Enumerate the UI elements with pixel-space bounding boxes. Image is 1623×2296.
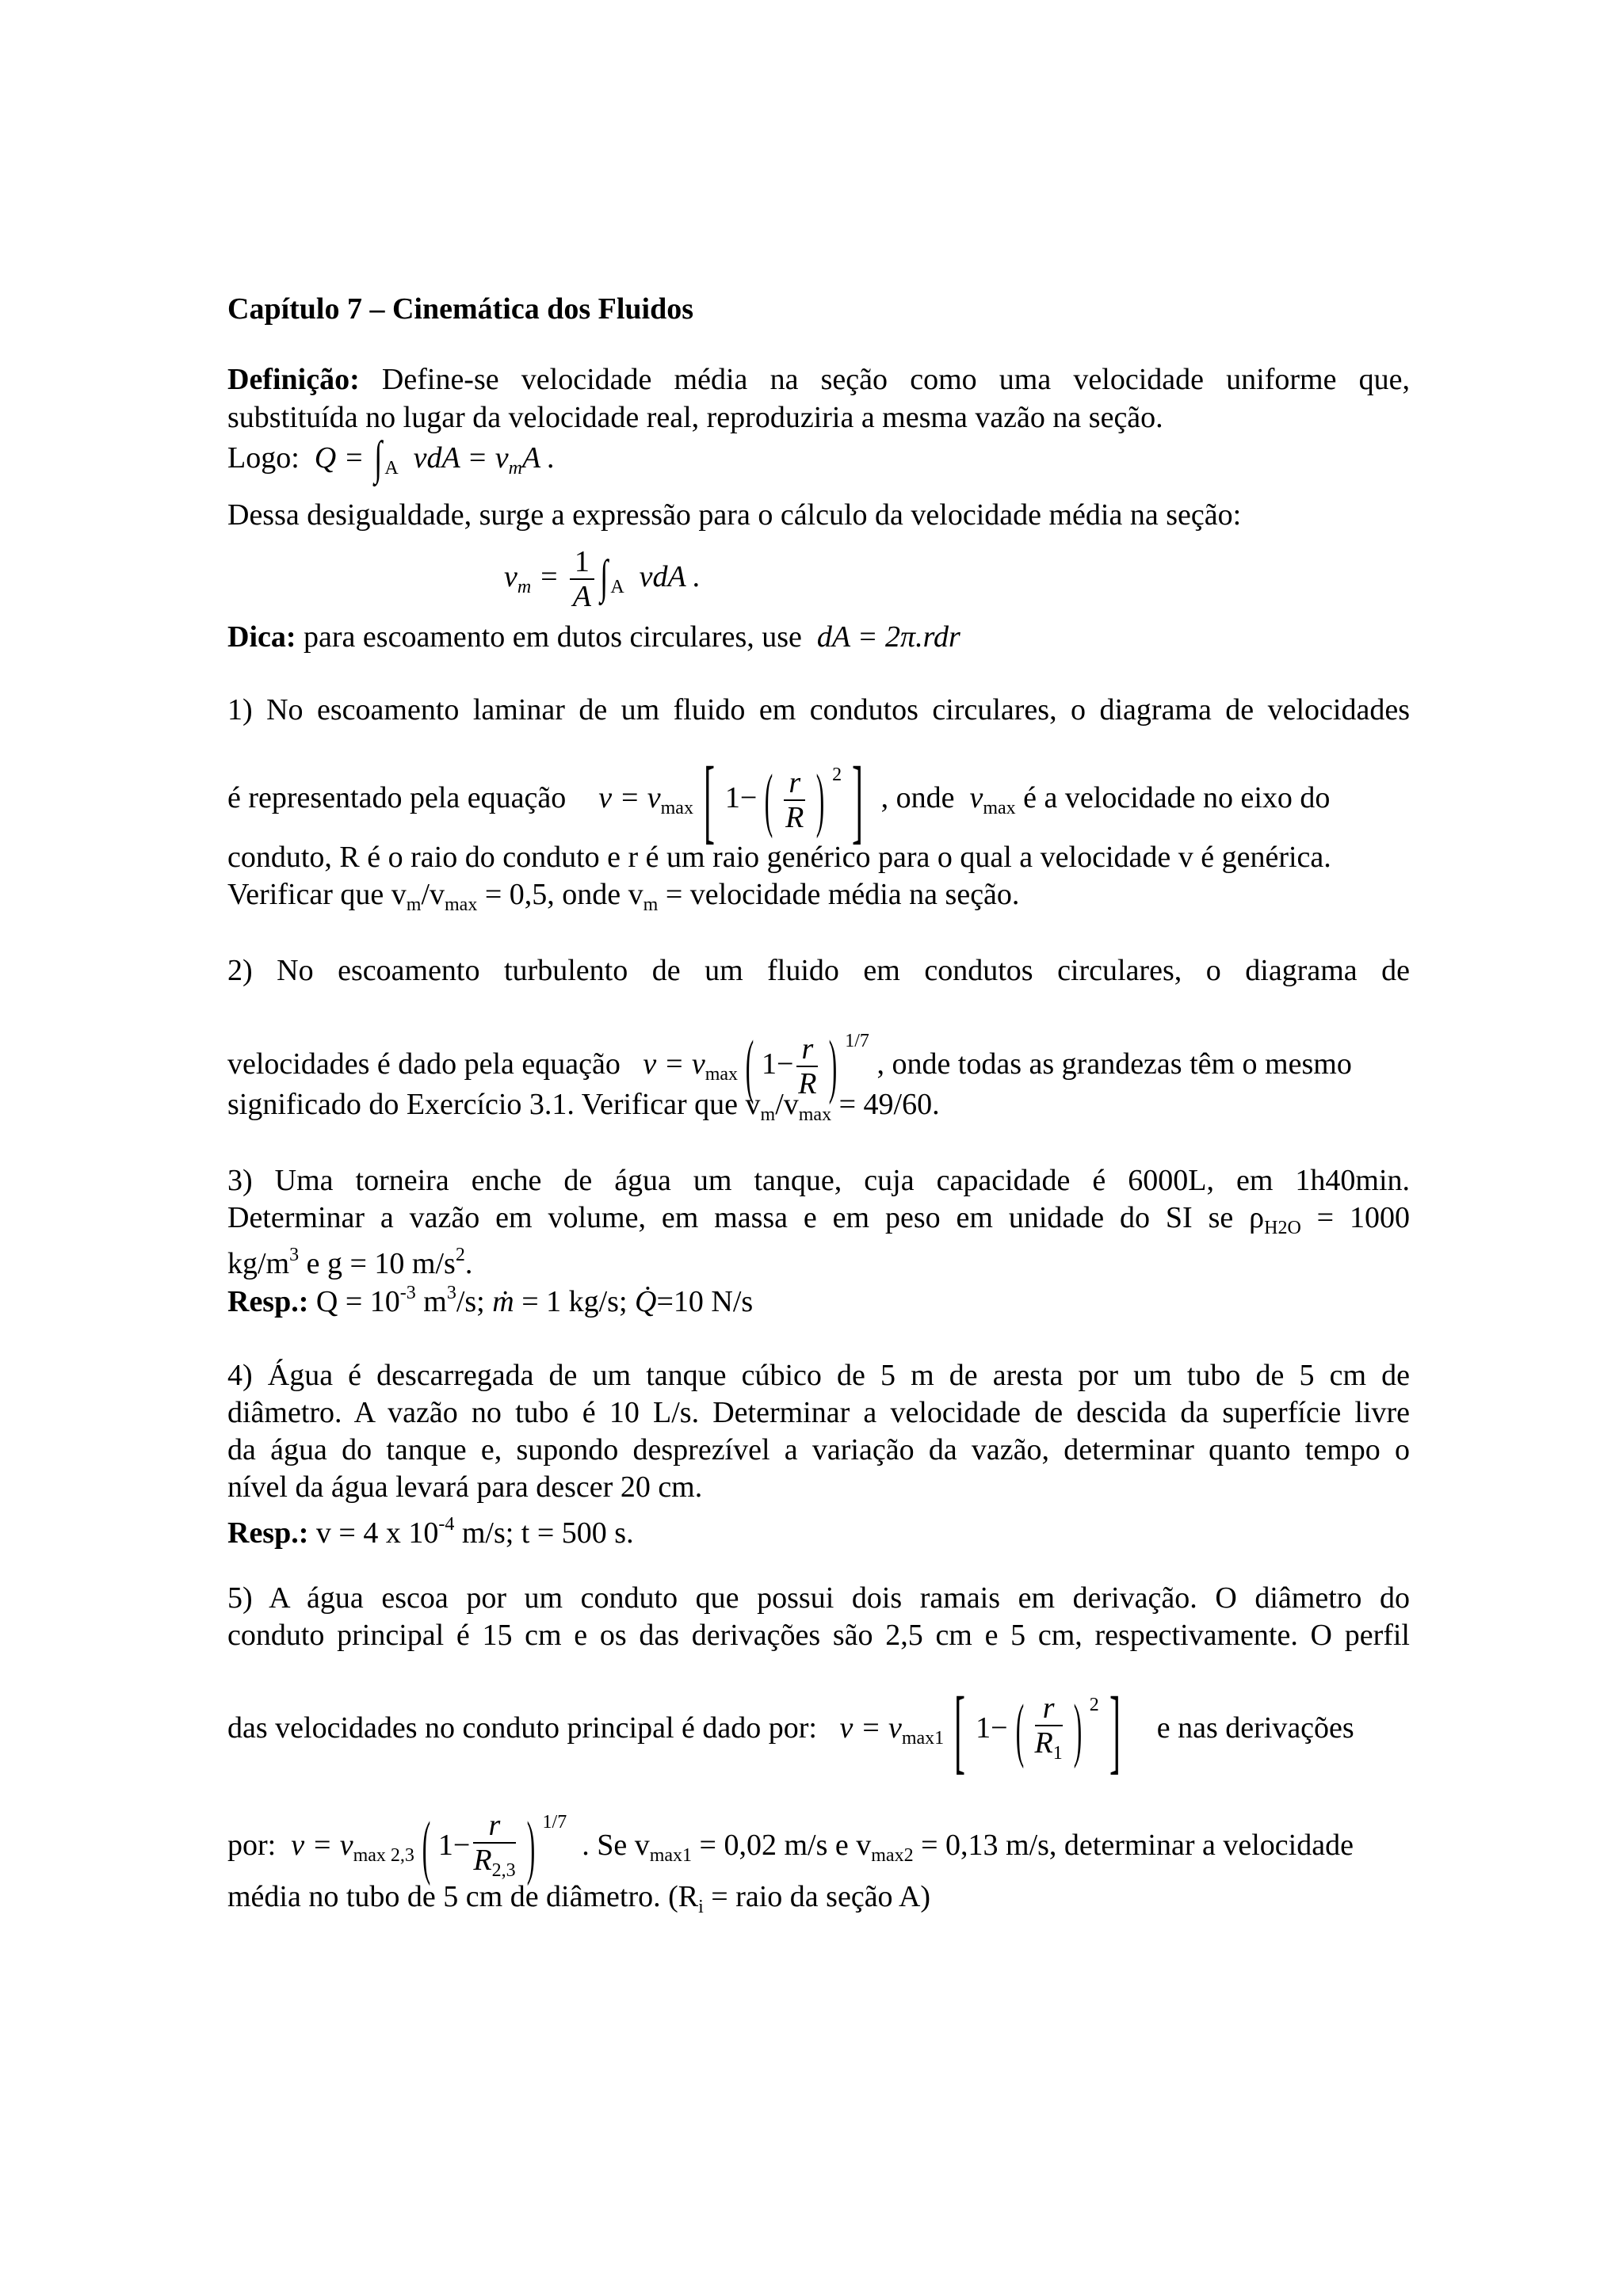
tip-equation: dA = 2π.rdr — [809, 620, 960, 654]
definition-equation-1 — [227, 432, 1410, 487]
exercise-1-line-1: 1) No escoamento laminar de um fluido em condutos circulares, o diagrama de velocidades — [227, 693, 1410, 727]
chapter-title: Capítulo 7 – Cinemática dos Fluidos — [227, 292, 694, 326]
exercise-3-line-3: $kg/m^3$ e g = 10 $m/s^2$. — [227, 1245, 473, 1280]
definition-label: Definição: — [227, 363, 360, 396]
exercise-1-equation: $v = v_{max}$ [ 1− ( $\frac{r}{R}$ ) $^2$ ] — [598, 747, 864, 853]
exercise-4-line-2: diâmetro. A vazão no tubo é 10 L/s. Determinar a velocidade de descida da superfície livre — [227, 1396, 1410, 1429]
exercise-1-line-3: conduto, R é o raio do conduto e r é um raio genérico para o qual a velocidade v é genérica. — [227, 841, 1331, 874]
exercise-2-equation: $v = v_{max}$ ( 1− $\frac{r}{R}$ ) $^{1/7}$ — [628, 1027, 869, 1106]
exercise-4-line-1: 4) Água é descarregada de um tanque cúbico de 5 m de aresta por um tubo de 5 cm de — [227, 1359, 1410, 1392]
exercise-5-main-equation: $v = v_{max1}$ [ 1− ( $\frac{r}{R_1}$ ) $^2$ ] — [824, 1677, 1121, 1783]
equation-flow-rate: Q = ∫ $_A$ vdA = $v_mA$ . — [307, 432, 556, 484]
tip-label: Dica: — [227, 620, 296, 654]
exercise-4-line-3: da água do tanque e, supondo desprezível a variação da vazão, determinar quanto tempo o — [227, 1433, 1410, 1466]
exercise-5-branch-equation: $v = v_{max 2,3}$ ( 1− $\frac{r}{R_{2,3}}$ ) $^{1/7}$ — [283, 1808, 567, 1887]
exercise-3-line-2: Determinar a vazão em volume, em massa e em peso em unidade do SI se $\rho_{H2O} = 1000$ — [227, 1201, 1410, 1238]
exercise-5-equation-line-2: por: $v = v_{max 2,3}$ ( 1− $\frac{r}{R_{2,3}}$ ) $^{1/7}$ . Se $v_{max1} = 0,02$ m/s e $v_{max2} = 0,13$ m/s, determinar a velocidade — [227, 1808, 1354, 1887]
exercise-5-equation-line-1: das velocidades no conduto principal é dado por: $v = v_{max1}$ [ 1− ( $\frac{r}{R_1}$ ) $^2$ ] e nas derivações — [227, 1677, 1354, 1783]
exercise-4-answer: Resp.: v = 4 x $10^{-4}$ m/s; t = 500 s. — [227, 1514, 634, 1550]
exercise-2-equation-line: velocidades é dado pela equação $v = v_{max}$ ( 1− $\frac{r}{R}$ ) $^{1/7}$ , onde todas as grandezas têm o mesmo — [227, 1027, 1352, 1106]
exercise-1-line-4: Verificar que $v_m/v_{max} = 0,5$, onde $v_m$ = velocidade média na seção. — [227, 878, 1020, 915]
exercise-5-line-2: conduto principal é 15 cm e os das derivações são 2,5 cm e 5 cm, respectivamente. O perfil — [227, 1619, 1410, 1652]
logo-label: Logo: — [227, 441, 300, 475]
definition-line-1 — [227, 360, 1410, 399]
exercise-1-equation-line: é representado pela equação $v = v_{max}$ [ 1− ( $\frac{r}{R}$ ) $^2$ ] , onde $v_{max}$ é a velocidade no eixo do — [227, 747, 1331, 853]
definition-line-2: substituída no lugar da velocidade real, reproduziria a mesma vazão na seção. — [227, 401, 1163, 434]
exercise-1-number: 1) — [227, 693, 253, 727]
exercise-4-line-4: nível da água levará para descer 20 cm. — [227, 1470, 703, 1504]
tip-text: para escoamento em dutos circulares, use — [304, 620, 802, 654]
equation-mean-velocity: $v_m$ = $\frac{1}{A}$ ∫ $_A$ vdA . — [504, 545, 701, 614]
exercise-2-line-3: significado do Exercício 3.1. Verificar que $v_m/v_{max} = 49/60$. — [227, 1088, 940, 1125]
exercise-3-answer: Resp.: $Q = 10^{-3}$ $m^3/s$; ṁ = 1 kg/s; Q̇=10 N/s — [227, 1283, 754, 1318]
inequality-text: Dessa desigualdade, surge a expressão para o cálculo da velocidade média na seção: — [227, 498, 1242, 532]
exercise-2-line-1: 2) No escoamento turbulento de um fluido em condutos circulares, o diagrama de — [227, 954, 1411, 987]
tip-line — [227, 618, 1410, 656]
exercise-5-line-last: média no tubo de 5 cm de diâmetro. ($R_i$ = raio da seção A) — [227, 1880, 931, 1917]
definition-text-1: Define-se velocidade média na seção como uma velocidade uniforme que, — [381, 363, 1410, 396]
exercise-5-line-1: 5) A água escoa por um conduto que possui dois ramais em derivação. O diâmetro do — [227, 1581, 1411, 1615]
exercise-3-line-1: 3) Uma torneira enche de água um tanque, cuja capacidade é 6000L, em 1h40min. — [227, 1164, 1411, 1197]
